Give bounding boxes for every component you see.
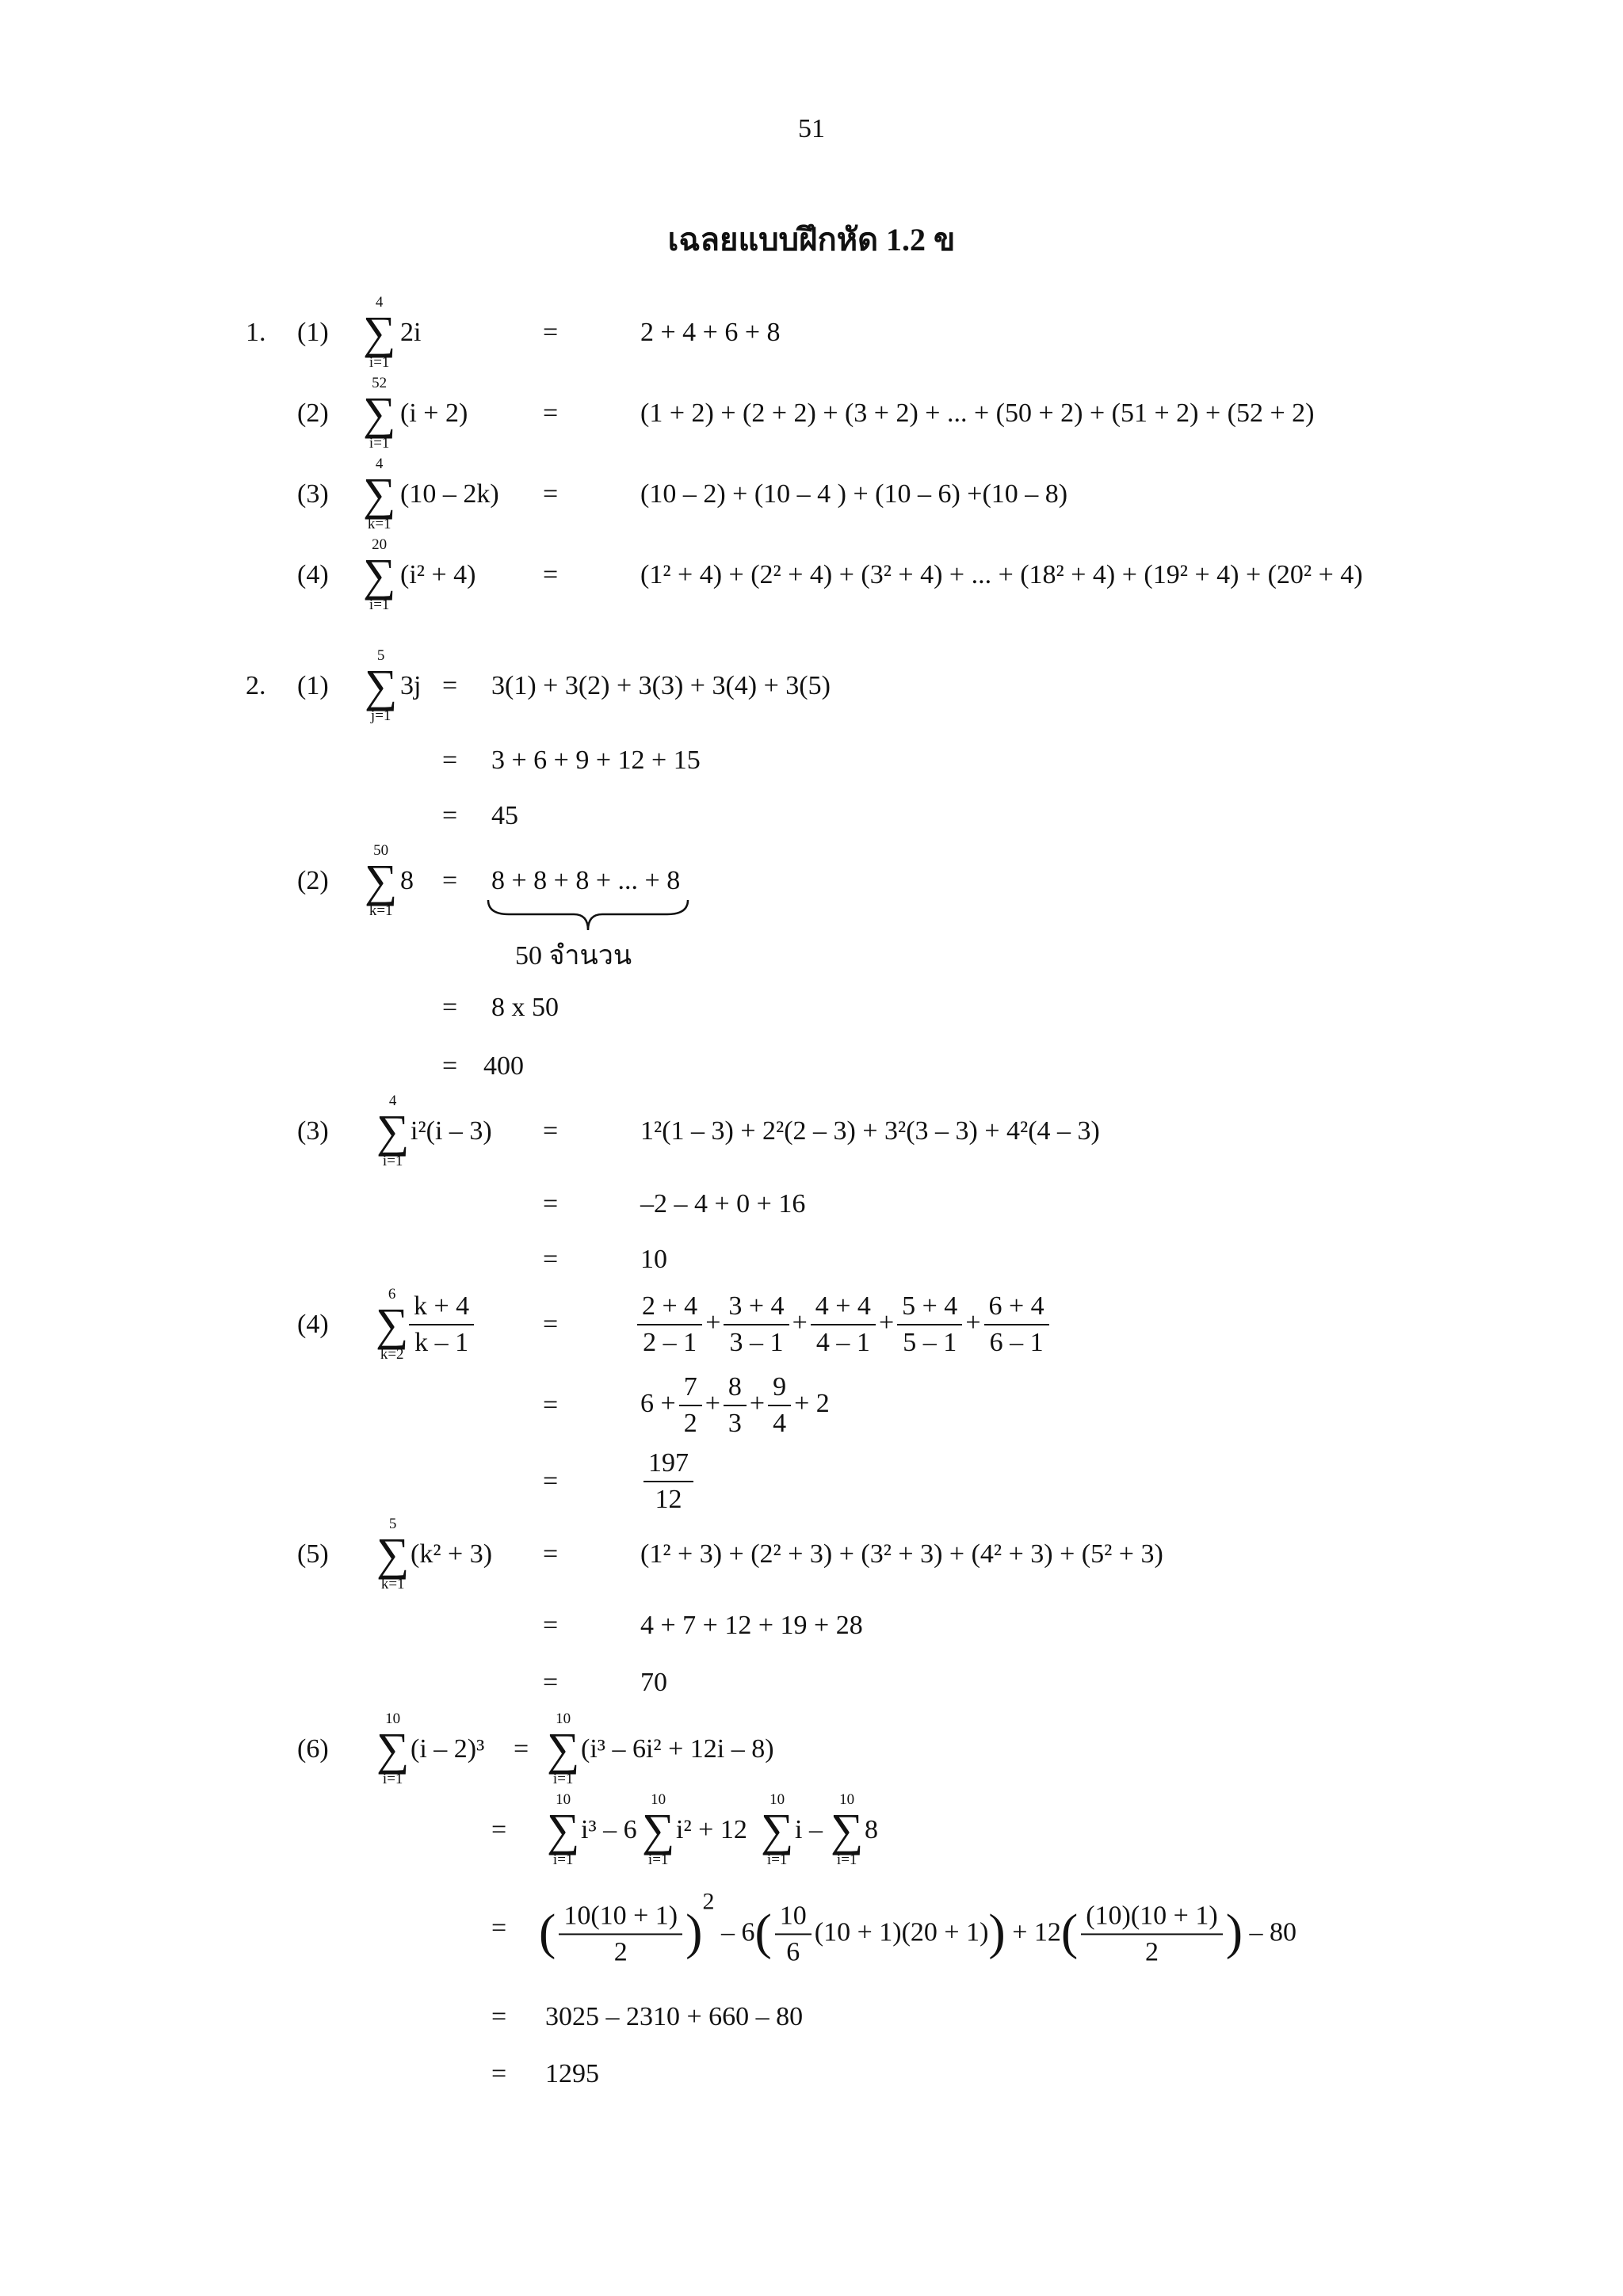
underbrace-icon xyxy=(485,897,691,933)
step: 8 + 8 + 8 + ... + 8 xyxy=(491,866,681,895)
summation: 10 ∑ i=1 xyxy=(761,1791,794,1868)
equals-sign: = xyxy=(543,399,559,428)
term: 8 xyxy=(865,1815,878,1844)
summation: 50 ∑ k=1 xyxy=(365,842,398,919)
term: i³ – 6 xyxy=(581,1815,637,1844)
item-label: (2) xyxy=(297,866,329,895)
equals-sign: = xyxy=(543,1390,559,1420)
summand: 3j xyxy=(400,671,422,700)
summation: 20 ∑ i=1 xyxy=(363,536,396,613)
term: i – xyxy=(795,1815,823,1844)
equals-sign: = xyxy=(442,993,458,1022)
expansion: (10 – 2) + (10 – 4 ) + (10 – 6) +(10 – 8) xyxy=(640,479,1068,509)
equals-sign: = xyxy=(543,1245,559,1274)
summation: 10 ∑ i=1 xyxy=(376,1711,410,1787)
equals-sign: = xyxy=(491,2002,507,2031)
equals-sign: = xyxy=(543,1539,559,1569)
summand: i²(i – 3) xyxy=(411,1116,492,1146)
page-number: 51 xyxy=(798,114,825,143)
expansion: 2 + 4 + 6 + 8 xyxy=(640,318,781,347)
step: (1² + 3) + (2² + 3) + (3² + 3) + (4² + 3) + (5² + 3) xyxy=(640,1539,1163,1569)
equals-sign: = xyxy=(543,1668,559,1697)
step: 70 xyxy=(640,1668,667,1697)
step: 1²(1 – 3) + 2²(2 – 3) + 3²(3 – 3) + 4²(4 – 3) xyxy=(640,1116,1100,1146)
equals-sign: = xyxy=(543,479,559,509)
brace-note: 50 จำนวน xyxy=(515,941,632,971)
step: 3(1) + 3(2) + 3(3) + 3(4) + 3(5) xyxy=(491,671,831,700)
summand: 2i xyxy=(400,318,422,347)
item-label: (4) xyxy=(297,1310,329,1339)
equals-sign: = xyxy=(442,1051,458,1081)
summation: 5 ∑ j=1 xyxy=(365,647,398,724)
equals-sign: = xyxy=(543,560,559,589)
question-number: 2. xyxy=(246,671,266,700)
step: 3 + 6 + 9 + 12 + 15 xyxy=(491,746,701,775)
step: 3025 – 2310 + 660 – 80 xyxy=(545,2002,804,2031)
step: ( $\frac{10(10 + 1)}{2}$ )2 – 6( $\frac{10}{6}$ (10 + 1)(20 + 1)) + 12( $\frac{(10)(10 + 1)}{2}$ ) – 80 xyxy=(539,1888,1296,1967)
equals-sign: = xyxy=(491,2059,507,2088)
summand: (i – 2)³ xyxy=(411,1734,485,1764)
summation: 4 ∑ i=1 xyxy=(376,1093,410,1169)
item-label: (1) xyxy=(297,671,329,700)
summand: (k² + 3) xyxy=(411,1539,493,1569)
item-label: (2) xyxy=(297,399,329,428)
summation: 10 ∑ i=1 xyxy=(831,1791,864,1868)
summand: (10 – 2k) xyxy=(400,479,499,509)
equals-sign: = xyxy=(543,1116,559,1146)
summation: 5 ∑ k=1 xyxy=(376,1516,410,1592)
summand: (i + 2) xyxy=(400,399,468,428)
equals-sign: = xyxy=(442,671,458,700)
step: 45 xyxy=(491,801,518,830)
equals-sign: = xyxy=(442,801,458,830)
equals-sign: = xyxy=(543,318,559,347)
step: 400 xyxy=(483,1051,524,1081)
expansion: (1 + 2) + (2 + 2) + (3 + 2) + ... + (50 + 2) + (51 + 2) + (52 + 2) xyxy=(640,399,1315,428)
step: $\frac{2 + 4}{2 - 1}$ + $\frac{3 + 4}{3 - 1}$ + $\frac{4 + 4}{4 - 1}$ + $\frac{5 + 4}{5 - 1}$ + $\frac{6 + 4}{6 - 1}$ xyxy=(634,1291,1052,1359)
question-number: 1. xyxy=(246,318,266,347)
summation: 6 ∑ k=2 xyxy=(376,1286,409,1363)
summation: 10 ∑ i=1 xyxy=(547,1791,580,1868)
summand: (i² + 4) xyxy=(400,560,476,589)
item-label: (6) xyxy=(297,1734,329,1764)
step: 6 + $\frac{7}{2}$ + $\frac{8}{3}$ + $\frac{9}{4}$ + 2 xyxy=(640,1372,830,1438)
step: 10 xyxy=(640,1245,667,1274)
item-label: (3) xyxy=(297,1116,329,1146)
item-label: (3) xyxy=(297,479,329,509)
item-label: (4) xyxy=(297,560,329,589)
summand: (i³ – 6i² + 12i – 8) xyxy=(581,1734,774,1764)
step: 4 + 7 + 12 + 19 + 28 xyxy=(640,1611,863,1640)
equals-sign: = xyxy=(543,1310,559,1339)
equals-sign: = xyxy=(543,1611,559,1640)
step: 8 x 50 xyxy=(491,993,559,1022)
equals-sign: = xyxy=(491,1815,507,1844)
page-title: เฉลยแบบฝึกหัด 1.2 ข xyxy=(667,222,956,257)
summation: 4 ∑ k=1 xyxy=(363,456,396,532)
equals-sign: = xyxy=(543,1466,559,1496)
step: –2 – 4 + 0 + 16 xyxy=(640,1189,806,1219)
equals-sign: = xyxy=(514,1734,529,1764)
item-label: (5) xyxy=(297,1539,329,1569)
step: 1295 xyxy=(545,2059,599,2088)
equals-sign: = xyxy=(442,866,458,895)
equals-sign: = xyxy=(543,1189,559,1219)
term: i² + 12 xyxy=(676,1815,747,1844)
summation: 10 ∑ i=1 xyxy=(642,1791,675,1868)
equals-sign: = xyxy=(491,1913,507,1943)
expansion: (1² + 4) + (2² + 4) + (3² + 4) + ... + (18² + 4) + (19² + 4) + (20² + 4) xyxy=(640,560,1363,589)
summand: $\frac{k + 4}{k - 1}$ xyxy=(406,1291,477,1359)
summand: 8 xyxy=(400,866,414,895)
summation: 52 ∑ i=1 xyxy=(363,375,396,452)
equals-sign: = xyxy=(442,746,458,775)
summation: 4 ∑ i=1 xyxy=(363,294,396,371)
item-label: (1) xyxy=(297,318,329,347)
summation: 10 ∑ i=1 xyxy=(547,1711,580,1787)
step: $\frac{197}{12}$ xyxy=(640,1447,697,1516)
